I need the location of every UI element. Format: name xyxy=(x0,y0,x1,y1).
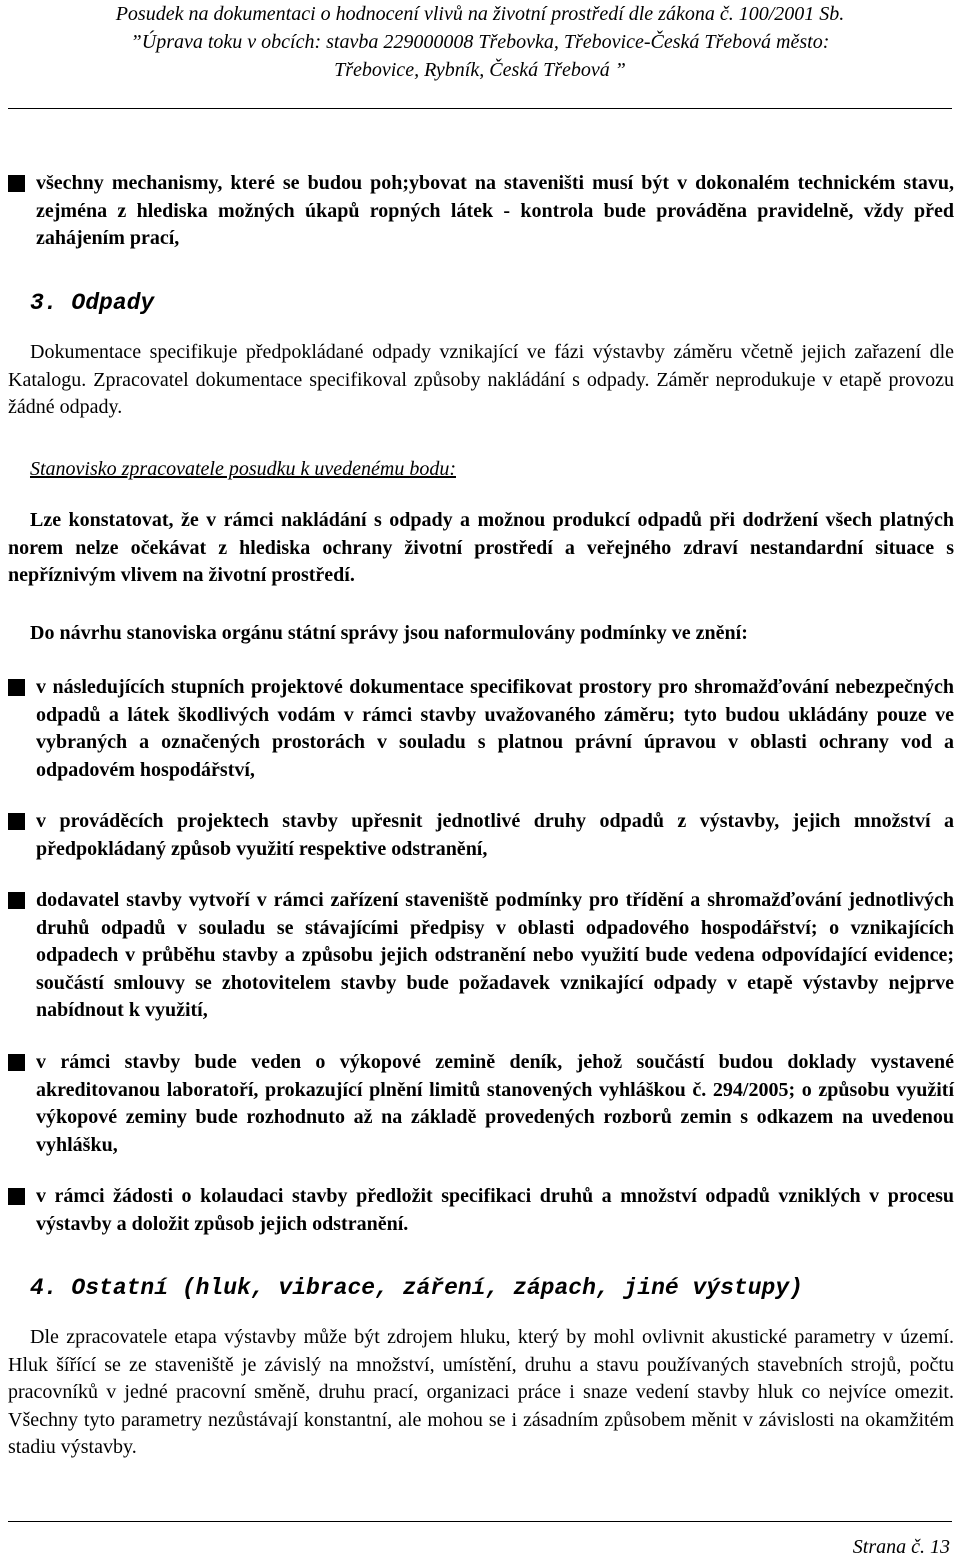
header-divider xyxy=(8,108,952,109)
square-bullet-icon xyxy=(8,892,25,909)
condition-text: v následujících stupních projektové dokumentace specifikovat prostory pro shromažďování nebezpečných odpadů a látek škodlivých vodám v rámci stavby uvažovaného záměru; tyto budou ukládány pouze ve vybraných a označených prostorách v souladu s platnou právní úpravou v oblasti ochrany vod a odpadovém hospodářství, xyxy=(36,676,954,781)
header-line-2: ”Úprava toku v obcích: stavba 229000008 Třebovka, Třebovice-Česká Třebová město: xyxy=(130,31,830,53)
condition-item xyxy=(8,1183,954,1238)
footer-divider xyxy=(8,1521,952,1522)
square-bullet-icon xyxy=(8,813,25,830)
page-number: Strana č. 13 xyxy=(852,1536,950,1558)
header-line-3: Třebovice, Rybník, Česká Třebová ” xyxy=(334,59,626,81)
condition-item xyxy=(8,1049,954,1159)
header-line-1: Posudek na dokumentaci o hodnocení vlivů na životní prostředí dle zákona č. 100/2001 Sb. xyxy=(115,3,845,25)
section-paragraph-ostatni: Dle zpracovatele etapa výstavby může být zdrojem hluku, který by mohl ovlivnit akustické parametry v území. Hluk šířící se ze staveniště je závislý na množství, umístění, druhu a stavu používaných stavebních strojů, počtu pracovníků v jedné pracovní směně, druhu prací, organizaci práce i snaze vedení stavby hluk co nejvíce omezit. Všechny tyto parametry nezůstávají konstantní, ale mohou se i zásadním způsobem měnit v závislosti na okamžitém stadiu výstavby. xyxy=(8,1326,954,1458)
condition-item xyxy=(8,808,954,863)
section-heading-odpady: 3. Odpady xyxy=(30,290,155,316)
page-header xyxy=(0,0,960,84)
stanovisko-conclusion: Lze konstatovat, že v rámci nakládání s odpady a možnou produkcí odpadů při dodržení všech platných norem nelze očekávat z hlediska ochrany životní prostředí a veřejného zdraví nestandardní situace s nepříznivým vlivem na životní prostředí. xyxy=(8,509,954,586)
stanovisko-title: Stanovisko zpracovatele posudku k uvedenému bodu: xyxy=(30,458,456,480)
bullet-item-mechanisms xyxy=(8,170,954,253)
square-bullet-icon xyxy=(8,175,25,192)
bullet-text: všechny mechanismy, které se budou poh;ybovat na staveništi musí být v dokonalém technickém stavu, zejména z hlediska možných úkapů ropných látek - kontrola bude prováděna pravidelně, vždy před zahájením prací, xyxy=(36,172,954,249)
condition-text: v rámci žádosti o kolaudaci stavby předložit specifikaci druhů a množství odpadů vzniklých v procesu výstavby a doložit způsob jejich odstranění. xyxy=(36,1185,954,1235)
square-bullet-icon xyxy=(8,1188,25,1205)
conditions-intro: Do návrhu stanoviska orgánu státní správy jsou naformulovány podmínky ve znění: xyxy=(30,622,748,644)
condition-item xyxy=(8,887,954,1025)
condition-text: v rámci stavby bude veden o výkopové zemině deník, jehož součástí budou doklady vystavené akreditovanou laboratoří, prokazující plnění limitů stanovených vyhláškou č. 294/2005; o způsobu využití výkopové zeminy bude rozhodnuto až na základě provedených rozborů zemin s odkazem na uvedenou vyhlášku, xyxy=(36,1051,954,1156)
condition-text: dodavatel stavby vytvoří v rámci zařízení staveniště podmínky pro třídění a shromažďování jednotlivých druhů odpadů v souladu se stávajícími předpisy v oblasti odpadového hospodářství; o vznikajících odpadech v průběhu stavby a způsobu jejich odstranění nebo využití bude vedena odpovídající evidence; součástí smlouvy se zhotovitelem stavby bude požadavek vznikající odpady v etapě výstavby nejprve nabídnout k využití, xyxy=(36,889,954,1021)
section-heading-ostatni: 4. Ostatní (hluk, vibrace, záření, zápach, jiné výstupy) xyxy=(30,1275,803,1301)
square-bullet-icon xyxy=(8,679,25,696)
section-paragraph-odpady: Dokumentace specifikuje předpokládané odpady vznikající ve fázi výstavby záměru včetně jejich zařazení dle Katalogu. Zpracovatel dokumentace specifikoval způsoby nakládání s odpady. Záměr neprodukuje v etapě provozu žádné odpady. xyxy=(8,341,954,418)
condition-text: v prováděcích projektech stavby upřesnit jednotlivé druhy odpadů z výstavby, jejich množství a předpokládaný způsob využití respektive odstranění, xyxy=(36,810,954,860)
square-bullet-icon xyxy=(8,1054,25,1071)
condition-item xyxy=(8,674,954,784)
